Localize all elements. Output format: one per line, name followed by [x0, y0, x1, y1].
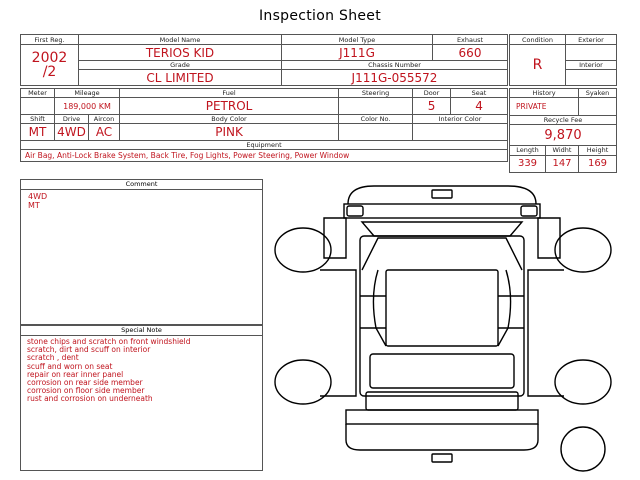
aircon-label: Aircon	[89, 115, 120, 124]
rear-plate-mark	[432, 454, 452, 462]
equipment-label: Equipment	[21, 141, 508, 150]
special-note-line: scuff and worn on seat	[27, 361, 113, 371]
right-side-window	[498, 270, 511, 346]
tailgate-outline	[366, 392, 518, 410]
special-note-line: corrosion on floor side member	[27, 386, 145, 396]
rear-glass-outline	[370, 354, 514, 388]
shift-label: Shift	[21, 115, 55, 124]
length-value: 339	[510, 155, 546, 172]
model-type-label: Model Type	[282, 35, 433, 45]
width-label: Widht	[546, 146, 579, 155]
history-value: PRIVATE	[510, 98, 579, 115]
meter-value	[21, 98, 55, 115]
front-left-wheel	[275, 228, 331, 272]
model-type-value: J111G	[282, 45, 433, 61]
drive-value: 4WD	[55, 124, 89, 141]
body-outline	[360, 236, 524, 396]
door-value: 5	[413, 98, 451, 115]
comment-line: MT	[28, 200, 40, 210]
interior-color-value	[413, 124, 508, 141]
recycle-fee-value: 9,870	[510, 124, 617, 146]
exhaust-value: 660	[433, 45, 508, 61]
windshield-line	[362, 238, 522, 270]
seat-label: Seat	[451, 89, 508, 98]
left-fog-lamp	[347, 206, 363, 216]
comment-box	[20, 179, 263, 325]
recycle-fee-label: Recycle Fee	[510, 115, 617, 124]
exterior-value	[566, 45, 617, 61]
chassis-number-label: Chassis Number	[282, 61, 508, 70]
door-label: Door	[413, 89, 451, 98]
hood-outline	[362, 222, 522, 236]
front-right-wheel	[555, 228, 611, 272]
chassis-number-value: J111G-055572	[282, 70, 508, 86]
history-label: History	[510, 89, 579, 98]
interior-label: Interior	[566, 61, 617, 70]
front-bumper-bar	[344, 204, 540, 218]
aircon-value: AC	[89, 124, 120, 141]
history-table	[509, 88, 617, 173]
drive-label: Drive	[55, 115, 89, 124]
model-name-value: TERIOS KID	[79, 45, 282, 61]
special-note-label: Special Note	[21, 325, 262, 336]
meter-label: Meter	[21, 89, 55, 98]
condition-table	[509, 34, 617, 86]
fuel-value: PETROL	[120, 98, 339, 115]
grade-value: CL LIMITED	[79, 70, 282, 86]
special-note-list	[21, 336, 262, 404]
condition-value: R	[510, 45, 566, 86]
shift-value: MT	[21, 124, 55, 141]
right-mirror	[538, 218, 560, 258]
first-reg-value: 2002 /2	[21, 45, 79, 86]
spare-tire	[561, 427, 605, 471]
seat-value: 4	[451, 98, 508, 115]
grade-label: Grade	[79, 61, 282, 70]
comment-line: 4WD	[28, 192, 48, 201]
right-fog-lamp	[521, 206, 537, 216]
condition-label: Condition	[510, 35, 566, 45]
right-side-panel	[528, 270, 564, 396]
mileage-label: Mileage	[55, 89, 120, 98]
special-note-line: scratch , dent	[27, 353, 79, 363]
car-body-diagram	[270, 178, 616, 476]
body-color-label: Body Color	[120, 115, 339, 124]
width-value: 147	[546, 155, 579, 172]
color-no-value	[339, 124, 413, 141]
color-no-label: Color No.	[339, 115, 413, 124]
special-note-line: repair on rear inner panel	[27, 369, 124, 379]
left-side-window	[373, 270, 386, 346]
interior-value	[566, 70, 617, 86]
equipment-value: Air Bag, Anti-Lock Brake System, Back Tire, Fog Lights, Power Steering, Power Window	[21, 150, 508, 162]
syaken-value	[579, 98, 617, 115]
first-reg-label: First Reg.	[21, 35, 79, 45]
rear-bumper-bar	[346, 410, 538, 424]
fuel-label: Fuel	[120, 89, 339, 98]
comment-list	[21, 190, 262, 210]
syaken-label: Syaken	[579, 89, 617, 98]
mileage-value: 189,000 KM	[55, 98, 120, 115]
exterior-label: Exterior	[566, 35, 617, 45]
special-note-line: corrosion on rear side member	[27, 378, 143, 388]
vehicle-id-table	[20, 34, 508, 86]
left-side-panel	[320, 270, 356, 396]
steering-label: Steering	[339, 89, 413, 98]
front-bumper-outline	[348, 186, 536, 204]
interior-color-label: Interior Color	[413, 115, 508, 124]
special-note-box	[20, 325, 263, 471]
body-color-value: PINK	[120, 124, 339, 141]
rear-left-wheel	[275, 360, 331, 404]
roof-outline	[386, 270, 498, 346]
steering-value	[339, 98, 413, 115]
sheet-title: Inspection Sheet	[258, 8, 382, 24]
height-value: 169	[579, 155, 617, 172]
rear-bumper-outline	[346, 424, 538, 450]
special-note-line: stone chips and scratch on front windshield	[27, 337, 191, 346]
front-grille-mark	[432, 190, 452, 198]
special-note-line: scratch, dirt and scuff on interior	[27, 345, 151, 355]
rear-right-wheel	[555, 360, 611, 404]
special-note-line: rust and corrosion on underneath	[27, 394, 153, 404]
comment-label: Comment	[21, 180, 262, 190]
specs-table	[20, 88, 508, 162]
exhaust-label: Exhaust	[433, 35, 508, 45]
model-name-label: Model Name	[79, 35, 282, 45]
length-label: Length	[510, 146, 546, 155]
height-label: Height	[579, 146, 617, 155]
